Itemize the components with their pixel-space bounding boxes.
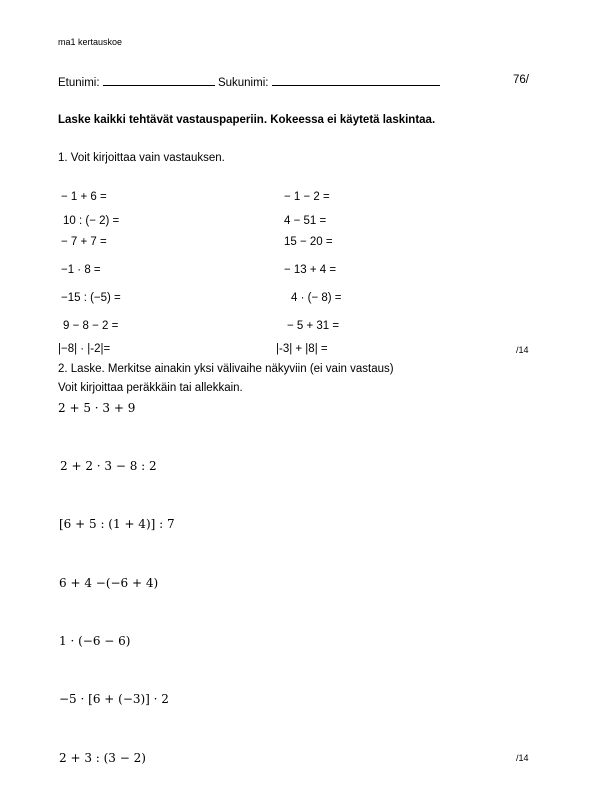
task2-expression: 1 · (−6 − 6) [59, 634, 131, 648]
task1-points: /14 [516, 345, 529, 355]
task2-points: /14 [516, 753, 529, 763]
task2-expression: 2 + 5 · 3 + 9 [58, 401, 136, 415]
task1-right-item: 4 − 51 = [284, 215, 327, 227]
total-points: 76/ [513, 74, 529, 86]
task1-left-item: |−8| · |-2|= [58, 343, 111, 355]
task1-right-item: 4 · (− 8) = [291, 292, 342, 304]
task1-right-item: − 13 + 4 = [284, 264, 337, 276]
task1-right-item: − 5 + 31 = [287, 320, 340, 332]
task1-right-item: |-3| + |8| = [276, 343, 328, 355]
task1-left-item: − 7 + 7 = [61, 236, 107, 248]
course-title: ma1 kertauskoe [58, 37, 123, 47]
first-name-field[interactable] [103, 75, 215, 86]
task1-left-item: 9 − 8 − 2 = [63, 320, 119, 332]
task2-expression: −5 · [6 + (−3)] · 2 [59, 692, 169, 706]
task1-right-item: − 1 − 2 = [284, 191, 330, 203]
instructions: Laske kaikki tehtävät vastauspaperiin. Kokeessa ei käytetä laskintaa. [58, 114, 436, 126]
last-name-label: Sukunimi: [217, 77, 269, 89]
task1-left-item: −15 : (−5) = [61, 292, 121, 304]
task2-expression: 2 + 3 : (3 − 2) [59, 751, 146, 765]
task1-left-item: 10 : (− 2) = [63, 215, 120, 227]
task2-heading: 2. Laske. Merkitse ainakin yksi välivaihe näkyviin (ei vain vastaus) [58, 363, 394, 375]
task2-expression: 2 + 2 · 3 − 8 : 2 [60, 459, 157, 473]
name-line [58, 75, 440, 90]
task1-right-item: 15 − 20 = [284, 236, 333, 248]
task1-heading: 1. Voit kirjoittaa vain vastauksen. [58, 152, 225, 164]
task2-expression: [6 + 5 : (1 + 4)] : 7 [59, 517, 175, 531]
task1-left-item: −1 · 8 = [61, 264, 101, 276]
last-name-field[interactable] [272, 75, 440, 86]
task2-expression: 6 + 4 −(−6 + 4) [59, 576, 159, 590]
task2-subheading: Voit kirjoittaa peräkkäin tai allekkain. [58, 382, 243, 394]
first-name-label: Etunimi: [58, 77, 100, 89]
task1-left-item: − 1 + 6 = [61, 191, 107, 203]
